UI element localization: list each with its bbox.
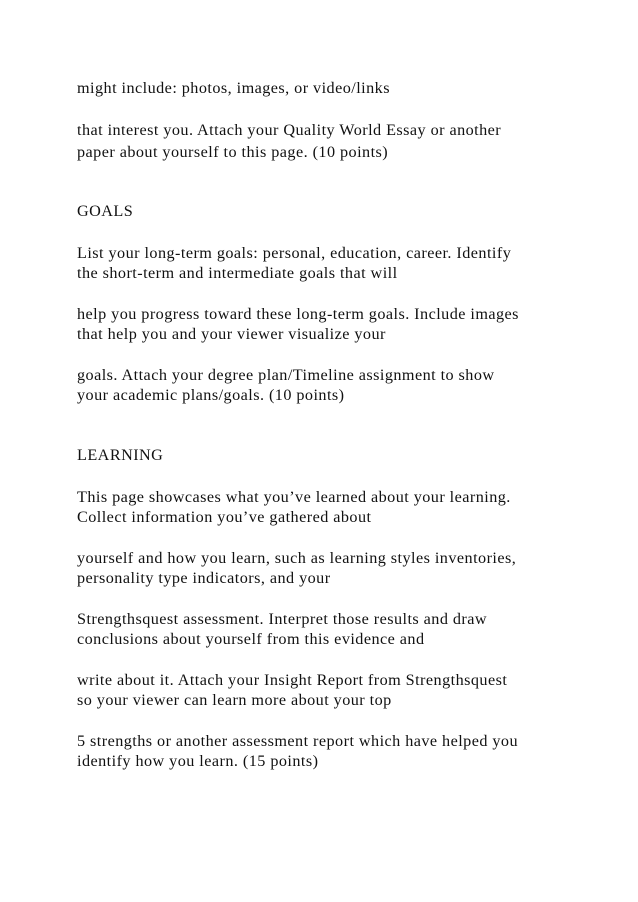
paragraph-line: help you progress toward these long-term goals. Include images <box>77 305 519 323</box>
paragraph-line: your academic plans/goals. (10 points) <box>77 386 345 404</box>
paragraph-line: yourself and how you learn, such as learning styles inventories, <box>77 549 517 567</box>
paragraph-line: conclusions about yourself from this evidence and <box>77 630 425 648</box>
paragraph-line: identify how you learn. (15 points) <box>77 752 319 770</box>
paragraph-line: Collect information you’ve gathered about <box>77 508 372 526</box>
paragraph-line: the short-term and intermediate goals that will <box>77 264 398 282</box>
section-heading-learning: LEARNING <box>77 446 164 464</box>
paragraph-line: This page showcases what you’ve learned about your learning. <box>77 488 511 506</box>
paragraph-line: List your long-term goals: personal, education, career. Identify <box>77 244 512 262</box>
paragraph-line: that interest you. Attach your Quality World Essay or another <box>77 121 502 139</box>
paragraph-line: write about it. Attach your Insight Report from Strengthsquest <box>77 671 508 689</box>
paragraph-line: 5 strengths or another assessment report which have helped you <box>77 732 519 750</box>
paragraph-line: Strengthsquest assessment. Interpret those results and draw <box>77 610 488 628</box>
paragraph-line: paper about yourself to this page. (10 points) <box>77 143 389 161</box>
paragraph-line: that help you and your viewer visualize your <box>77 325 386 343</box>
paragraph-line: personality type indicators, and your <box>77 569 331 587</box>
paragraph-line: might include: photos, images, or video/links <box>77 79 390 97</box>
paragraph-line: goals. Attach your degree plan/Timeline assignment to show <box>77 366 495 384</box>
paragraph-line: so your viewer can learn more about your top <box>77 691 392 709</box>
section-heading-goals: GOALS <box>77 202 134 220</box>
